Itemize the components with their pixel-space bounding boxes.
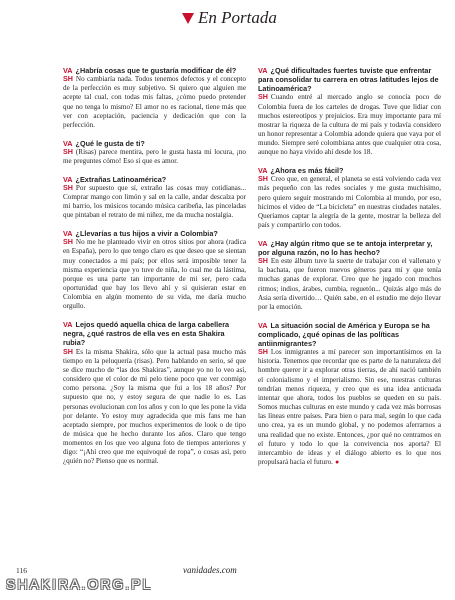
watermark: SHAKIRA.ORG.PL <box>6 576 153 592</box>
question: VA ¿Habría cosas que te gustaría modificar de él? <box>63 66 237 75</box>
qa-block <box>63 66 246 130</box>
answer: SH Los inmigrantes a mí parecer son importantísimos en la historia. Tenemos que recordar que es parte de la naturaleza del hombre querer ir a explorar otras tierras, de ahí nació también el colonialismo y el imperialismo. Sin ese, nuestras culturas tendrían menos riqueza, y creo que es una idea anticuada intentar que ahora, todos los pueblos se queden en su país. Somos muchas culturas en este mundo y cada vez más borrosas las líneas entre países. Para bien o para mal, según lo que cada uno crea, ya es un mundo global, y no podemos aferrarnos a una realidad que no existe. Entonces, ¿por qué no centramos en el futuro y todo lo que la convivencia nos aporta? El intercambio de ideas y el diálogo abierto es lo que nos propulsará hacia el futuro. ● <box>258 348 441 467</box>
qa-block <box>258 166 441 230</box>
question: VA ¿Ahora es más fácil? <box>258 166 344 176</box>
section-title: En Portada <box>198 8 277 27</box>
page-number: 116 <box>16 566 27 575</box>
interviewer-label: VA <box>63 174 73 184</box>
interviewee-label: SH <box>63 147 73 156</box>
left-column <box>63 66 246 475</box>
interviewee-label: SH <box>258 348 268 357</box>
end-mark-icon: ● <box>334 458 340 467</box>
interviewee-label: SH <box>63 347 73 356</box>
interviewee-label: SH <box>63 183 73 192</box>
website-url: vanidades.com <box>183 565 237 575</box>
question: VA ¿Llevarías a tus hijos a vivir a Colombia? <box>63 229 218 239</box>
question: VA ¿Qué dificultades fuertes tuviste que enfrentar para consolidar tu carrera en otras latitudes lejos de Latinoamérica? <box>258 66 439 94</box>
interviewer-label: VA <box>63 66 73 75</box>
answer: SH No me he planteado vivir en otros sitios por ahora (radica en España), pero lo que tengo claro es que deseo que se sientan muy conectados a mi país; por ellos será imposible tener la misma experiencia que yo tuve de niña, lo cual me da lástima, porque es una parte tan importante de mi ser, pero cada oportunidad que hay los llevo ahí y si quisieran estar en Colombia en algún momento de su vida, me daría mucho orgullo. <box>63 238 246 311</box>
question: VA Lejos quedó aquella chica de larga cabellera negra, ¿qué rastros de ella ves en esta Shakira rubia? <box>63 320 230 348</box>
interviewer-label: VA <box>63 320 73 330</box>
qa-block <box>63 175 246 221</box>
interviewee-label: SH <box>258 257 268 266</box>
triangle-icon <box>182 13 194 24</box>
interviewee-label: SH <box>63 238 73 247</box>
question: VA La situación social de América y Europa se ha complicado, ¿qué opinas de las políticas antiinmigrantes? <box>258 320 430 348</box>
right-column <box>258 66 441 476</box>
answer: SH No cambiaría nada. Todos tenemos defectos y el concepto de la perfección es muy subjetivo. Si quiero que alguien me acepte tal cual, con todas mis faltas, ¿cómo puedo pretender que no tenga lo mismo? El amor no es racional, tiene más que ver con aceptación, paciencia y dedicación que con la perfección. <box>63 75 246 129</box>
interviewer-label: VA <box>258 66 268 75</box>
answer: SH Cuando entré al mercado anglo se conocía poco de Colombia fuera de los carteles de drogas. Tuve que lidiar con muchos estereotipos y prejuicios. Era muy importante para mí mostrar la riqueza de la cultura de mi país y todavía considero un honor representar a Colombia adonde quiera que vaya por el mundo. Siempre seré colombiana antes que cualquier otra cosa, aunque no haya vivido ahí desde los 18. <box>258 93 441 157</box>
qa-block <box>63 229 246 311</box>
interviewer-label: VA <box>258 320 268 330</box>
interviewer-label: VA <box>63 229 73 239</box>
question: VA ¿Qué le gusta de ti? <box>63 138 145 148</box>
interviewer-label: VA <box>258 238 268 248</box>
answer: SH Creo que, en general, el planeta se está volviendo cada vez más pequeño con las redes sociales y me gusta muchísimo, pero quiero seguir mostrando mi Colombia al mundo, por eso, hicimos el video de “La bicicleta” en nuestras ciudades natales. Queríamos captar la alegría de la gente, mostrar la belleza del país y compartirlo con todos. <box>258 175 441 230</box>
qa-block <box>63 320 246 467</box>
answer: SH (Risas) parece mentira, pero le gusta hasta mi locura, ¡no me preguntes cómo! Eso sí que es amor. <box>63 147 246 165</box>
qa-block <box>258 321 441 468</box>
qa-block <box>63 139 246 166</box>
section-header <box>182 8 277 28</box>
interviewee-label: SH <box>258 175 268 184</box>
question: VA ¿Extrañas Latinoamérica? <box>63 174 167 184</box>
question: VA ¿Hay algún ritmo que se te antoja interpretar y, por alguna razón, no lo has hecho? <box>258 238 433 257</box>
interviewer-label: VA <box>258 166 268 176</box>
qa-block <box>258 66 441 158</box>
interviewee-label: SH <box>63 75 73 84</box>
answer: SH Es la misma Shakira, sólo que la actual pasa mucho más tiempo en la peluquería (risas). Pero hablando en serio, sé que se dice mucho de “las dos Shakiras”, aunque yo no lo veo así, considero que el color de mi pelo tiene poco que ver conmigo como persona. ¿Soy la misma que fui a los 18 años? Por supuesto que no, y estoy segura de que nadie lo es. Las personas evolucionan con los años y con lo que les pone la vida por delante. Yo estoy muy agradecida que mis fans me han aceptado siempre, por muchos experimentos de look o de tipo de música que he hecho durante los años. Claro que tengo momentos en los que veo alguna foto de tiempos anteriores y digo: “¡Ahí creo que me equivoqué de ropa”, o cosas así, pero ¿quién no? Pienso que es normal. <box>63 347 246 466</box>
interviewer-label: VA <box>63 138 73 148</box>
qa-block <box>258 239 441 312</box>
interviewee-label: SH <box>258 93 268 102</box>
answer: SH Por supuesto que sí, extraño las cosas muy cotidianas... Comprar mango con limón y sal en la calle, andar descalza por mi barrio, los músicos tocando música caribeña, las pinceladas que pintaban el retrato de mi niñez, me da mucha nostalgia. <box>63 183 246 220</box>
answer: SH En este álbum tuve la suerte de trabajar con el vallenato y la bachata, que fueron nuevos géneros para mí y que tenía muchas ganas de explorar. Creo que he jugado con muchos ritmos; indios, árabes, cumbia, reguetón... Quizás algo más de Asia sería divertido… Quién sabe, en el estudio me dejo llevar por la emoción. <box>258 257 441 311</box>
